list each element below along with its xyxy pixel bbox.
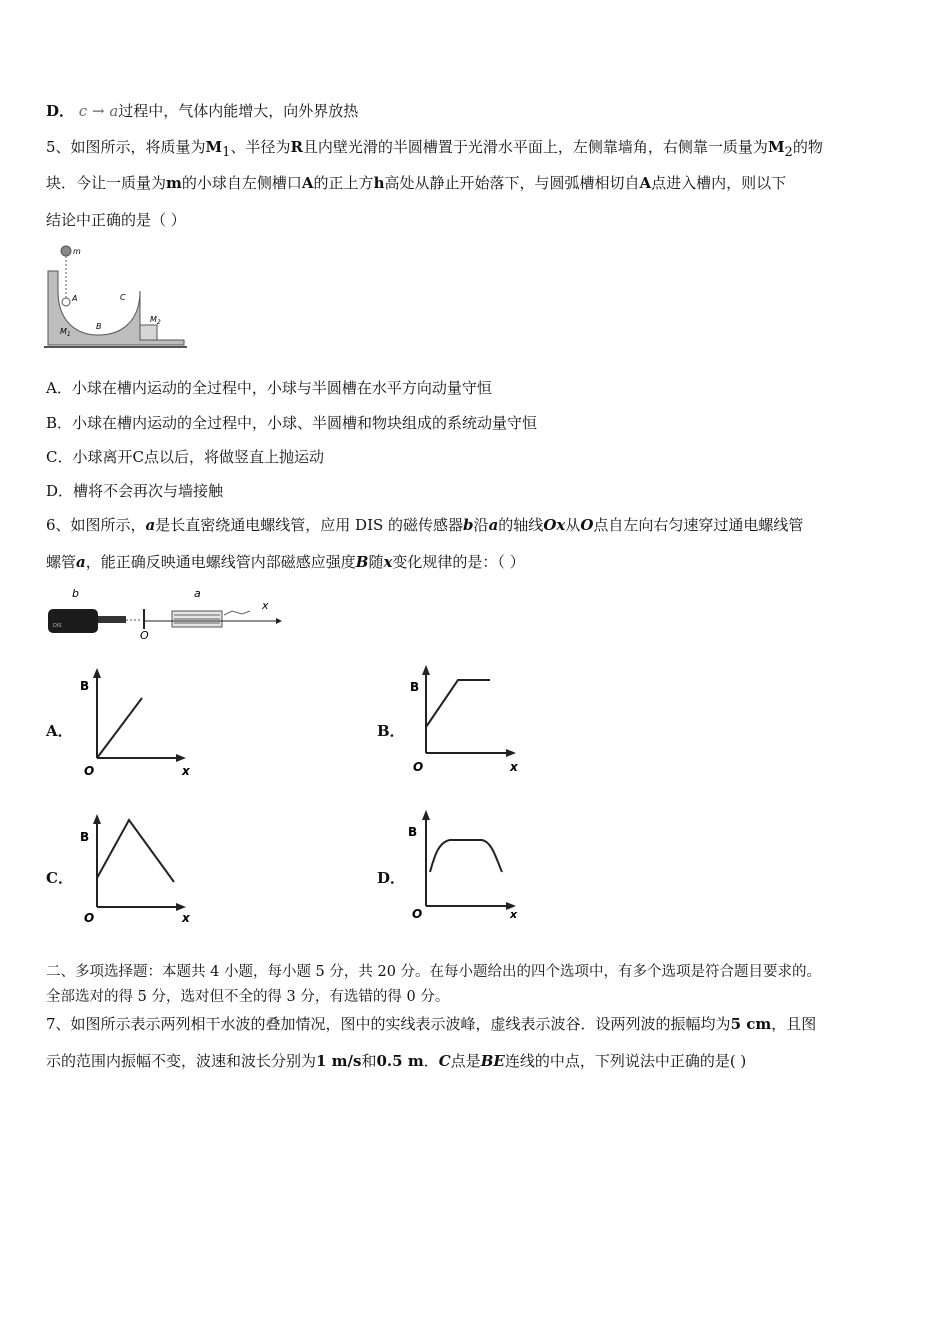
q6-text: 随 xyxy=(368,553,384,571)
q7-text: ，且图 xyxy=(771,1015,817,1033)
q5-text: 点进入槽内，则以下 xyxy=(651,174,787,192)
sensor-probe xyxy=(98,616,126,623)
graph-c-curve xyxy=(97,820,174,882)
q7-v: 1 m/s xyxy=(316,1052,362,1070)
q5-figure-groove xyxy=(44,243,190,351)
q6-b: b xyxy=(463,516,474,534)
q6-text: 点自左向右匀速穿过通电螺线管 xyxy=(593,516,804,534)
q7-be: BE xyxy=(480,1052,505,1070)
graph-b[interactable] xyxy=(406,665,526,780)
q5-h: h xyxy=(373,174,385,192)
q6-ox: Ox xyxy=(543,516,566,534)
solenoid-label: a xyxy=(194,587,201,600)
section2-header-line2: 全部选对的得 5 分，选对但不全的得 3 分，有选错的得 0 分。 xyxy=(46,989,450,1005)
x-label: x xyxy=(182,911,190,925)
origin-label: O xyxy=(413,760,424,774)
q4-d-label: D． xyxy=(46,102,75,120)
q5-text: 的物 xyxy=(792,138,823,156)
q5-text: 的正上方 xyxy=(313,174,374,192)
q7-text: 连线的中点，下列说法中正确的是( ) xyxy=(504,1052,747,1070)
graph-a[interactable] xyxy=(78,668,198,783)
q4-d-to: a xyxy=(109,102,119,120)
q6-a3: a xyxy=(76,553,86,571)
q5-text: 高处从静止开始落下，与圆弧槽相切自 xyxy=(384,174,640,192)
graph-d-label[interactable]: D． xyxy=(377,869,406,887)
q6-figure-solenoid xyxy=(44,585,284,643)
q7-stem-line1 xyxy=(46,1014,816,1034)
q5-m: m xyxy=(166,174,182,192)
q5-option-d: D．槽将不会再次与墙接触 xyxy=(46,482,224,500)
x-label: x xyxy=(510,760,518,774)
q4-d-text: 过程中，气体内能增大，向外界放热 xyxy=(118,102,359,120)
q6-text: 从 xyxy=(565,516,581,534)
y-axis-arrow xyxy=(93,814,101,824)
q7-text: 示的范围内振幅不变，波速和波长分别为 xyxy=(46,1052,317,1070)
x-axis-arrow xyxy=(176,903,186,911)
ball-at-a-icon xyxy=(62,298,70,306)
q7-stem-line2 xyxy=(46,1051,746,1071)
q6-stem-line2 xyxy=(46,552,525,572)
q6-text: ，能正确反映通电螺线管内部磁感应强度 xyxy=(85,553,356,571)
q5-option-b: B．小球在槽内运动的全过程中，小球、半圆槽和物块组成的系统动量守恒 xyxy=(46,414,538,432)
x-label: x xyxy=(182,764,190,778)
y-label: B xyxy=(410,680,420,694)
graph-b-curve xyxy=(426,680,490,727)
q5-text: 、半径为 xyxy=(230,138,291,156)
q6-a2: a xyxy=(488,516,499,534)
y-label: B xyxy=(408,825,418,839)
q6-stem-line1 xyxy=(46,515,803,535)
sensor-label: b xyxy=(72,587,79,600)
q7-text: 7、如图所示表示两列相干水波的叠加情况，图中的实线表示波峰，虚线表示波谷．设两列波的振幅均为 xyxy=(46,1015,731,1033)
q6-o: O xyxy=(580,516,594,534)
point-b-label: B xyxy=(96,322,102,331)
x-axis-arrow xyxy=(176,754,186,762)
q7-amp: 5 cm xyxy=(730,1015,772,1033)
q5-text: 的小球自左侧槽口 xyxy=(181,174,302,192)
m1-label: $M_1$ xyxy=(60,327,71,338)
q6-text: 螺管 xyxy=(46,553,77,571)
graph-b-label[interactable]: B． xyxy=(377,722,405,740)
origin-label: O xyxy=(84,764,95,778)
y-axis-arrow xyxy=(422,665,430,675)
graph-c[interactable] xyxy=(78,812,198,927)
graph-a-curve xyxy=(97,698,142,758)
point-a-label: A xyxy=(72,294,78,303)
q7-text: 和 xyxy=(361,1052,377,1070)
graph-d[interactable] xyxy=(404,806,528,921)
q6-text: 变化规律的是：（ ） xyxy=(392,553,525,571)
q7-lambda: 0.5 m xyxy=(376,1052,424,1070)
x-axis-arrow xyxy=(506,749,516,757)
q6-text: 的轴线 xyxy=(498,516,544,534)
sensor-text: DIS xyxy=(53,623,62,629)
x-axis-arrow xyxy=(276,618,282,624)
q5-m1: M xyxy=(205,138,223,156)
axis-label: x xyxy=(262,599,269,612)
graph-d-curve xyxy=(430,840,502,872)
q5-pt-a: A xyxy=(301,174,314,192)
q6-text: 6、如图所示， xyxy=(46,516,146,534)
q5-stem-line2 xyxy=(46,173,786,193)
q7-c: C xyxy=(438,1052,451,1070)
origin-label: O xyxy=(412,907,423,921)
q7-text: ． xyxy=(423,1052,439,1070)
q6-x: x xyxy=(383,553,393,571)
origin-label: O xyxy=(140,629,149,642)
graph-c-label[interactable]: C． xyxy=(46,869,73,887)
q6-text: 是长直密绕通电螺线管，应用 DIS 的磁传感器 xyxy=(155,516,464,534)
lead-wire xyxy=(224,611,250,615)
graph-a-label[interactable]: A． xyxy=(46,722,73,740)
ball-icon xyxy=(61,246,71,256)
m2-label: $M_2$ xyxy=(150,315,161,326)
point-c-label: C xyxy=(120,293,126,302)
q5-option-c: C．小球离开C点以后，将做竖直上抛运动 xyxy=(46,448,324,466)
q5-text: 块．今让一质量为 xyxy=(46,174,167,192)
q6-text: 沿 xyxy=(473,516,489,534)
q5-m2-sub: 2 xyxy=(784,145,793,160)
q5-m2: M xyxy=(767,138,785,156)
x-label: x xyxy=(510,908,518,921)
section2-header-line1: 二、多项选择题：本题共 4 小题，每小题 5 分，共 20 分。在每小题给出的四个选项中，有多个选项是符合题目要求的。 xyxy=(46,964,822,980)
q5-text: 5、如图所示，将质量为 xyxy=(46,138,206,156)
q6-bb: B xyxy=(355,553,369,571)
q5-m1-sub: 1 xyxy=(222,145,231,160)
sensor-icon xyxy=(48,609,98,633)
y-axis-arrow xyxy=(422,810,430,820)
origin-label: O xyxy=(84,911,95,925)
y-axis-arrow xyxy=(93,668,101,678)
q7-text: 点是 xyxy=(450,1052,481,1070)
ball-label: m xyxy=(73,247,81,256)
q4-option-d xyxy=(46,101,358,121)
q6-a: a xyxy=(145,516,156,534)
q5-stem-line1 xyxy=(46,137,823,163)
q5-option-a: A．小球在槽内运动的全过程中，小球与半圆槽在水平方向动量守恒 xyxy=(46,379,492,397)
q5-pt-a2: A xyxy=(639,174,652,192)
q5-r: R xyxy=(290,138,303,156)
y-label: B xyxy=(80,679,90,693)
block-m2 xyxy=(140,325,157,340)
y-label: B xyxy=(80,830,90,844)
q4-d-arrow: → xyxy=(91,102,105,120)
q5-stem-line3: 结论中正确的是（ ） xyxy=(46,211,186,229)
q5-text: 且内壁光滑的半圆槽置于光滑水平面上，左侧靠墙角，右侧靠一质量为 xyxy=(302,138,768,156)
q4-d-from: c xyxy=(78,102,88,120)
